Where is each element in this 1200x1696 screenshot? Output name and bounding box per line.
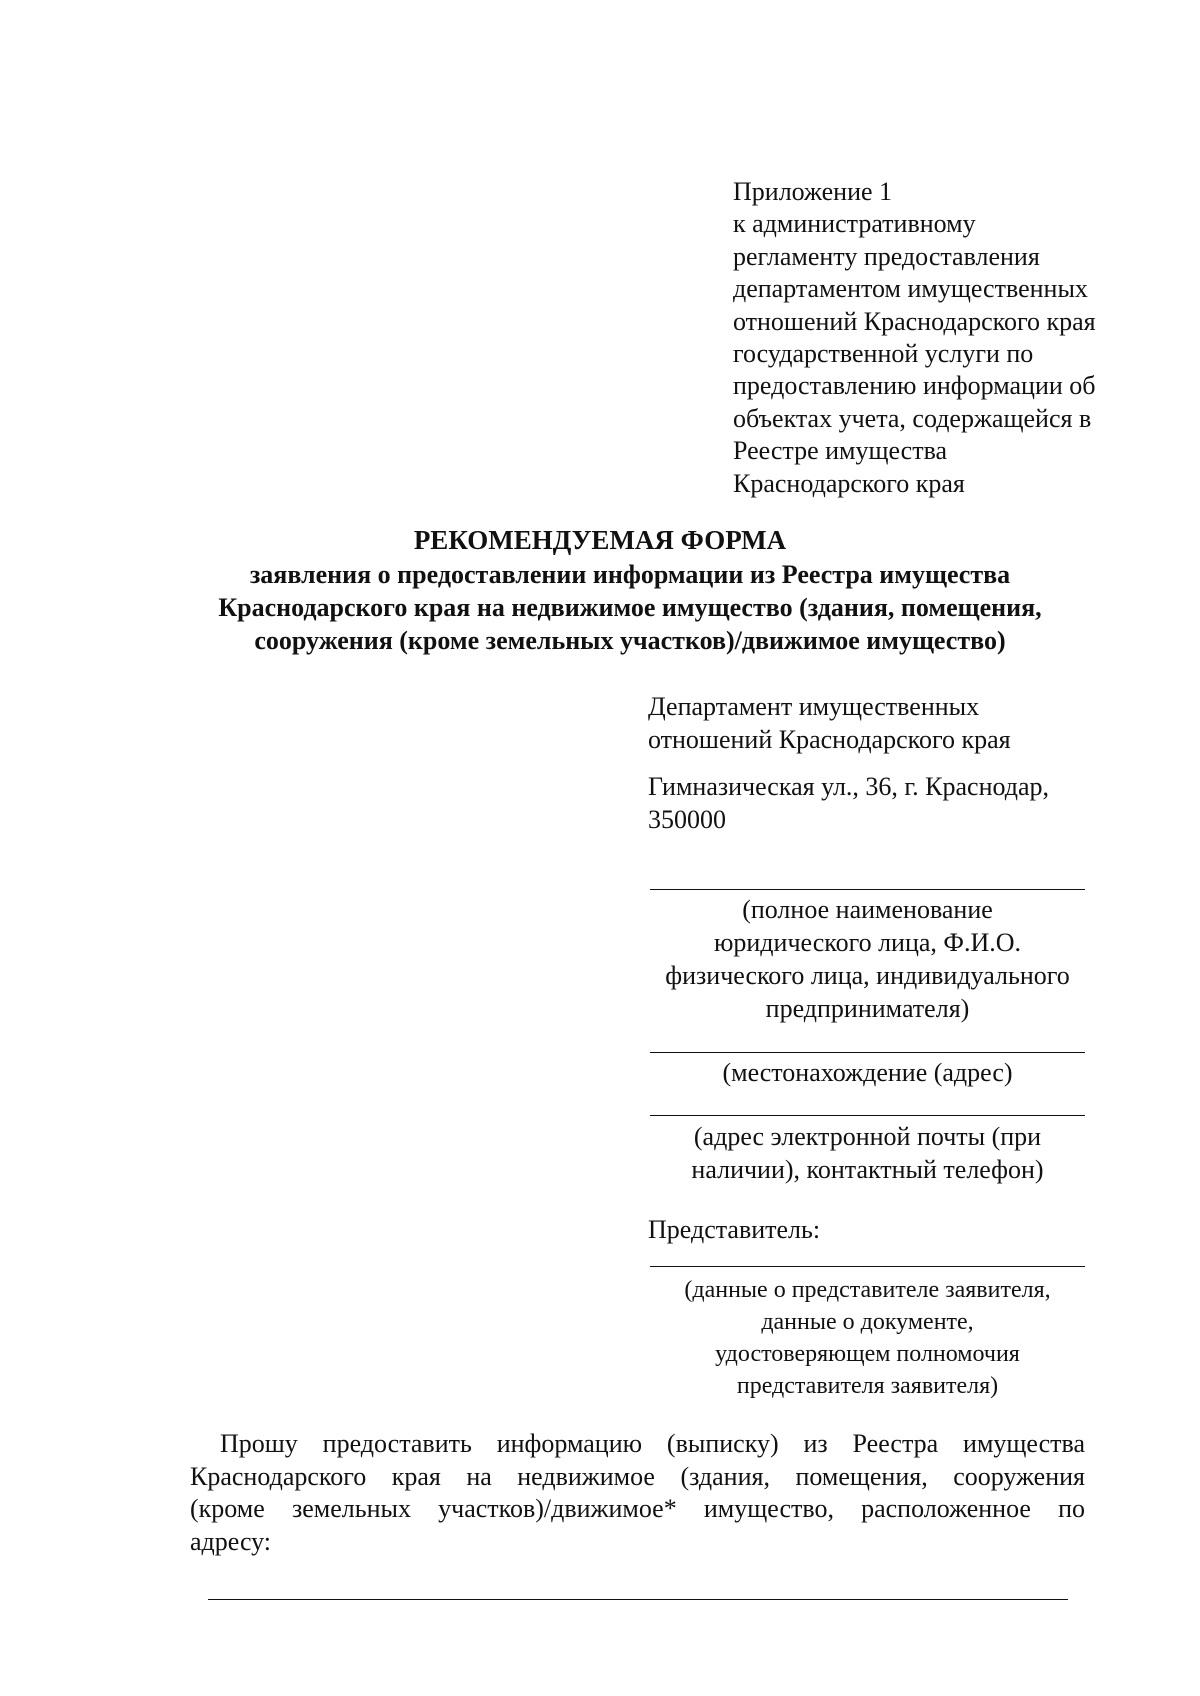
object-address-field-line (208, 1599, 1068, 1600)
request-paragraph (190, 1428, 1085, 1558)
representative-caption (640, 1274, 1095, 1402)
appendix-line: отношений Краснодарского края (733, 306, 1096, 336)
recipient-address-line: Гимназическая ул., 36, г. Краснодар, (648, 772, 1050, 801)
location-caption (640, 1056, 1095, 1089)
contact-caption (640, 1120, 1095, 1186)
representative-field-line (650, 1266, 1085, 1267)
caption-line: (данные о представителе заявителя, (684, 1277, 1051, 1303)
caption-line: (адрес электронной почты (при (693, 1122, 1042, 1151)
appendix-line: Краснодарского края (733, 468, 965, 498)
appendix-line: Приложение 1 (733, 177, 893, 206)
caption-line: удостоверяющем полномочия (715, 1341, 1020, 1367)
applicant-name-caption (640, 893, 1095, 1025)
recipient-block (648, 690, 1108, 836)
appendix-line: государственной услуги по (733, 339, 1034, 369)
request-line: (кроме земельных участков)/движимое* имущество, расположенное по (190, 1494, 1085, 1523)
caption-line: (местонахождение (адрес) (722, 1058, 1013, 1087)
applicant-name-field-line (650, 889, 1085, 890)
caption-line: данные о документе, (761, 1309, 974, 1335)
representative-label: Представитель: (648, 1215, 821, 1244)
request-line: Прошу предоставить информацию (выписку) из Реестра имущества (220, 1429, 1085, 1458)
request-line: адресу: (190, 1526, 272, 1556)
appendix-line: объектах учета, содержащейся в (733, 403, 1092, 433)
caption-line: наличии), контактный телефон) (691, 1155, 1044, 1184)
recipient-address-line: 350000 (648, 805, 726, 834)
caption-line: представителя заявителя) (736, 1373, 999, 1399)
appendix-line: регламенту предоставления (733, 241, 1040, 271)
recipient-name-line: отношений Краснодарского края (648, 725, 1011, 754)
appendix-line: Реестре имущества (733, 436, 948, 466)
appendix-line: предоставлению информации об (733, 371, 1096, 401)
caption-line: предпринимателя) (765, 994, 970, 1023)
caption-line: физического лица, индивидуального (665, 961, 1070, 990)
request-line: Краснодарского края на недвижимое (здания, помещения, сооружения (190, 1461, 1085, 1491)
form-title: РЕКОМЕНДУЕМАЯ ФОРМА (413, 525, 787, 555)
caption-line: юридического лица, Ф.И.О. (713, 928, 1022, 957)
appendix-line: департаментом имущественных (733, 274, 1088, 304)
form-subtitle (150, 558, 1110, 657)
location-field-line (650, 1052, 1085, 1053)
form-subtitle-line: Краснодарского края на недвижимое имущество (здания, помещения, (218, 593, 1042, 622)
caption-line: (полное наименование (742, 895, 993, 924)
appendix-line: к административному (733, 209, 976, 239)
form-subtitle-line: заявления о предоставлении информации из Реестра имущества (249, 560, 1011, 589)
appendix-header (733, 176, 1173, 500)
form-subtitle-line: сооружения (кроме земельных участков)/движимое имущество) (254, 626, 1006, 655)
contact-field-line (650, 1115, 1085, 1116)
recipient-name-line: Департамент имущественных (648, 692, 980, 721)
recipient-address (648, 770, 1108, 836)
